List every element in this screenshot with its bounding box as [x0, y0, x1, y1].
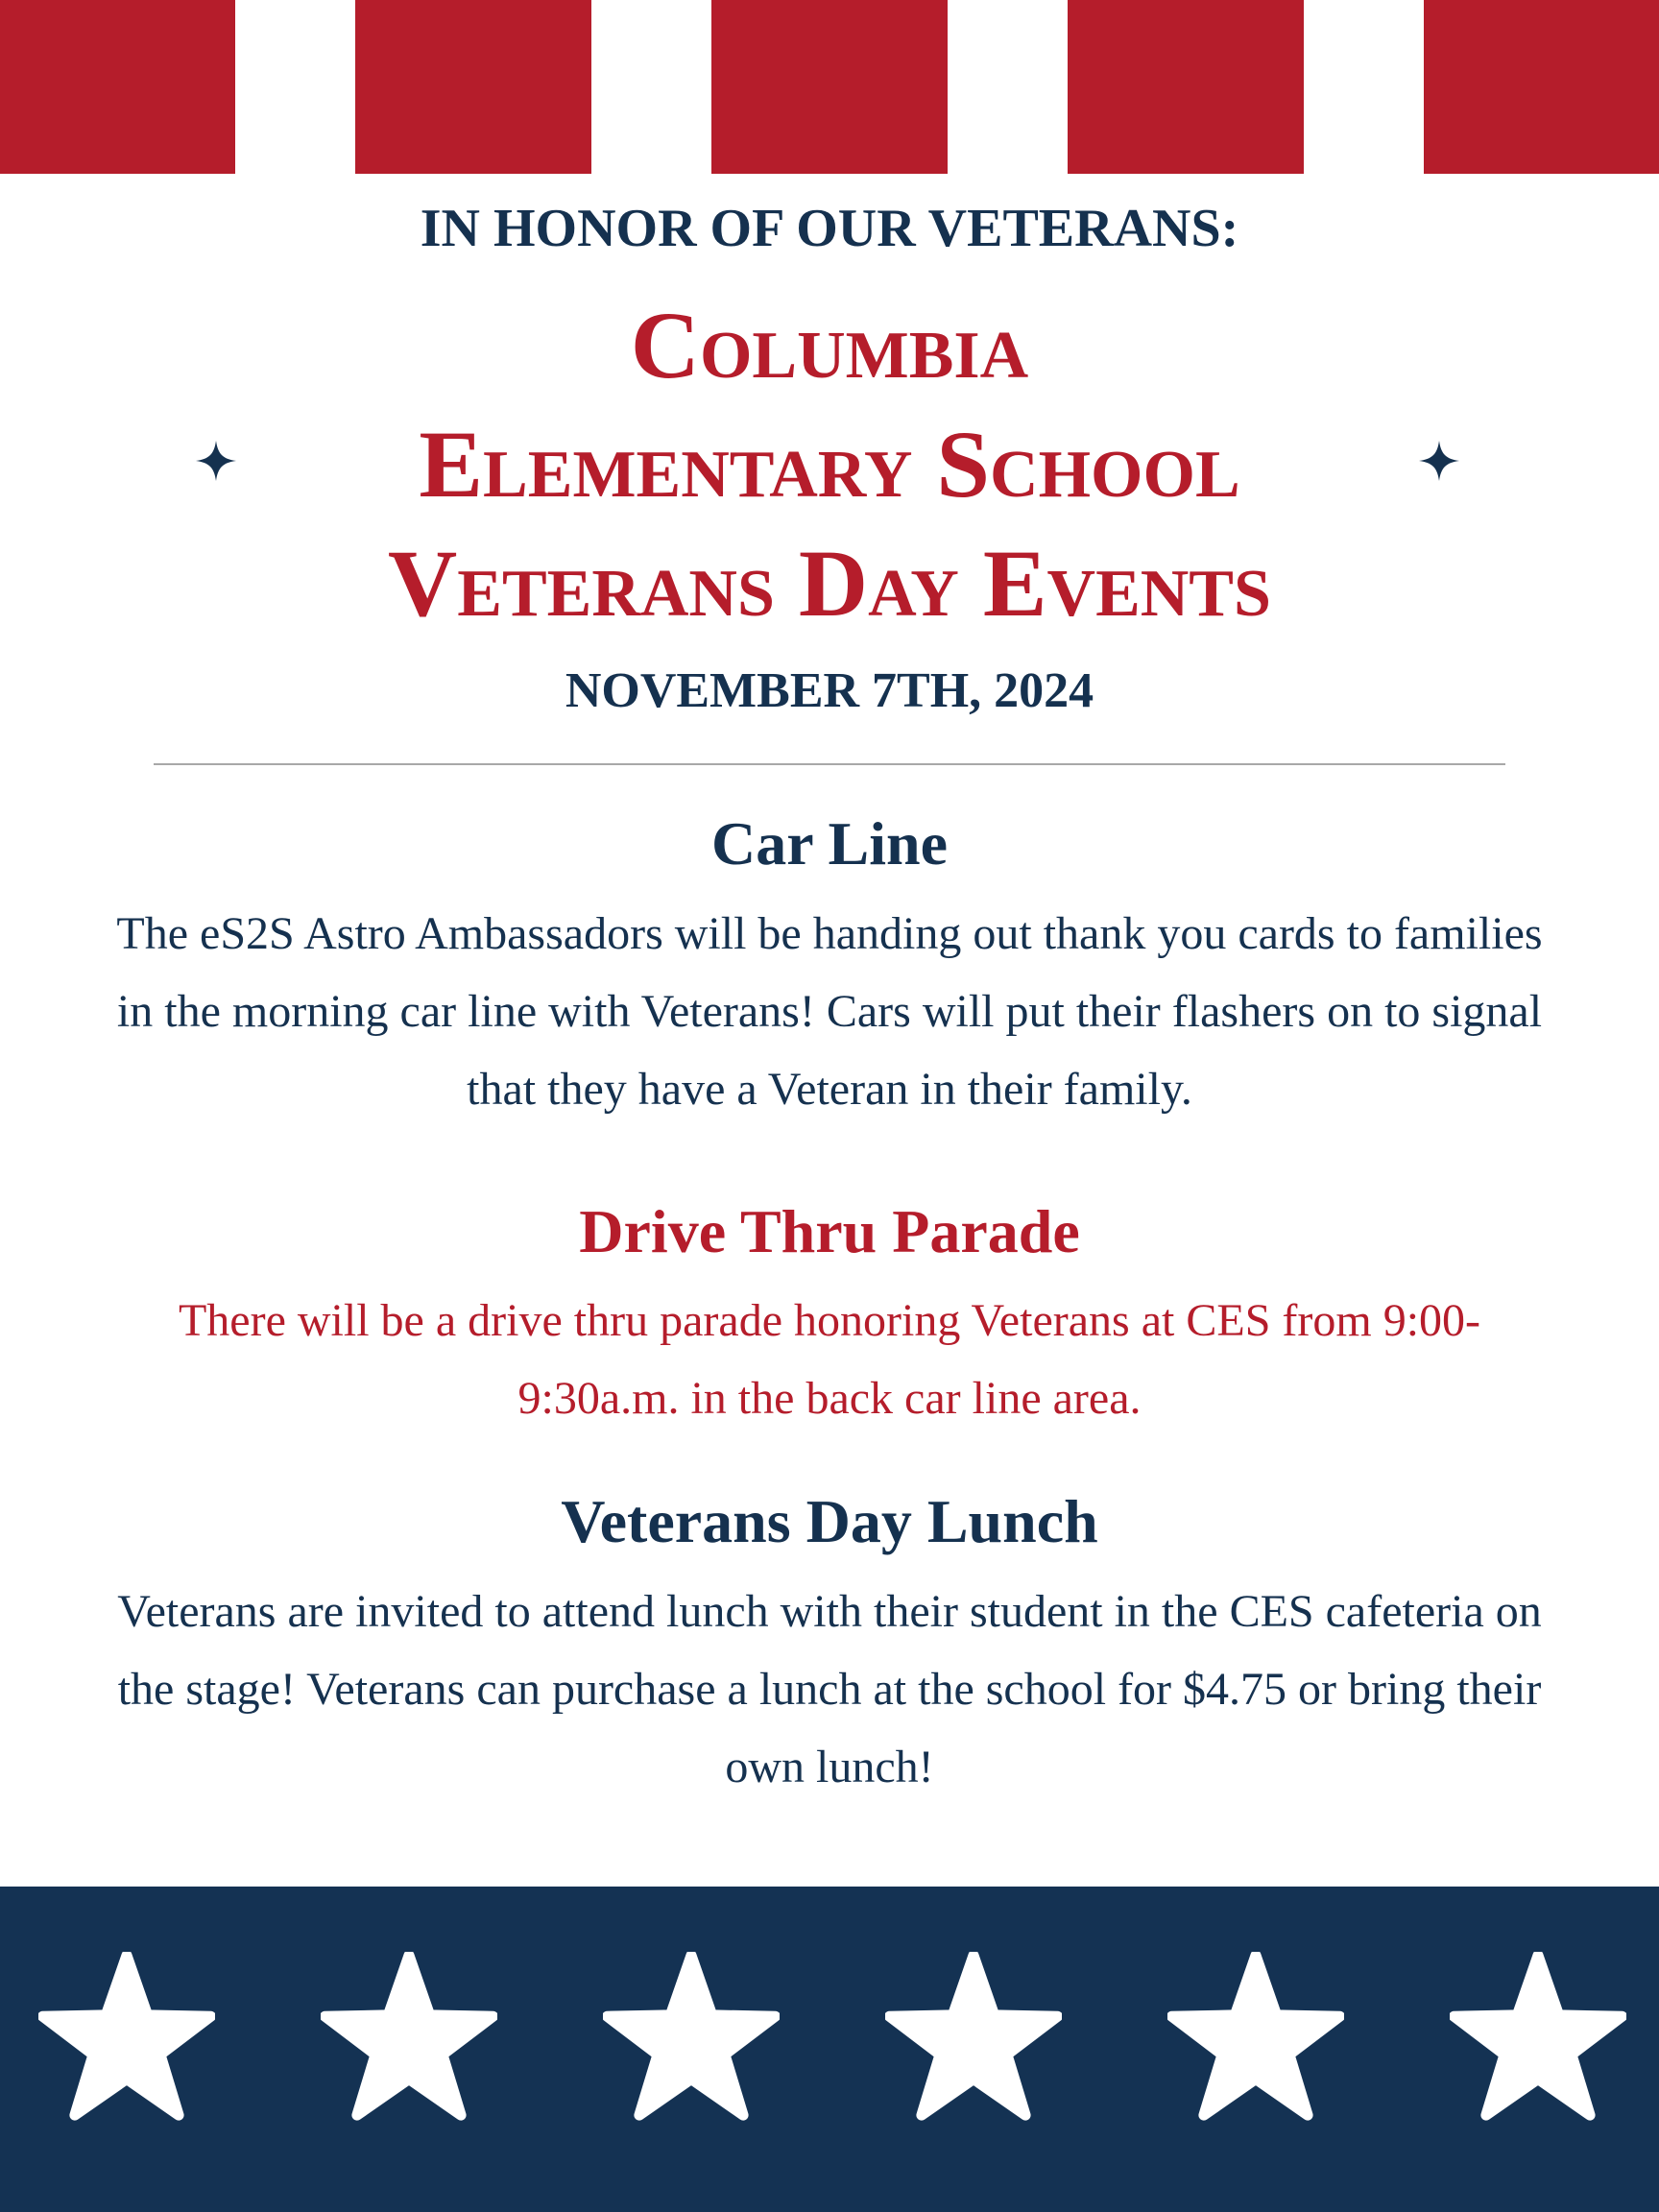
title-line: Elementary School — [419, 411, 1240, 517]
star-icon — [38, 1952, 215, 2128]
section-heading-car-line: Car Line — [711, 809, 948, 878]
star-icon — [603, 1952, 780, 2128]
red-stripe — [711, 0, 948, 174]
section-body-car-line: The eS2S Astro Ambassadors will be handing out thank you cards to families in the morning car line with Veterans! Cars will put their flashers on to signal that they have a Veteran in their family. — [116, 908, 1543, 1115]
section-heading-drive-thru-parade: Drive Thru Parade — [579, 1197, 1080, 1265]
title-line: Columbia — [630, 292, 1029, 398]
star-icon — [885, 1952, 1062, 2128]
footer-star-band — [0, 1887, 1659, 2212]
sparkle-icon — [194, 439, 238, 483]
pre-title: IN HONOR OF OUR VETERANS: — [420, 199, 1239, 258]
star-icon — [321, 1952, 497, 2128]
section-body-drive-thru-parade: There will be a drive thru parade honoring Veterans at CES from 9:00-9:30a.m. in the back car line area. — [178, 1295, 1481, 1424]
red-stripe — [1068, 0, 1304, 174]
page-title — [0, 286, 1659, 643]
divider — [154, 763, 1505, 765]
red-stripe — [355, 0, 591, 174]
sparkle-icon — [1417, 439, 1461, 483]
red-stripe — [1424, 0, 1659, 174]
red-stripe — [0, 0, 235, 174]
top-stripes — [0, 0, 1659, 174]
event-date: NOVEMBER 7TH, 2024 — [565, 663, 1094, 718]
star-icon — [1167, 1952, 1344, 2128]
star-icon — [1450, 1952, 1626, 2128]
section-heading-veterans-day-lunch: Veterans Day Lunch — [561, 1487, 1098, 1555]
section-body-veterans-day-lunch: Veterans are invited to attend lunch with their student in the CES cafeteria on the stage! Veterans can purchase a lunch at the school for $4.75 or bring their own lunch! — [117, 1586, 1542, 1792]
title-line: Veterans Day Events — [388, 530, 1271, 637]
